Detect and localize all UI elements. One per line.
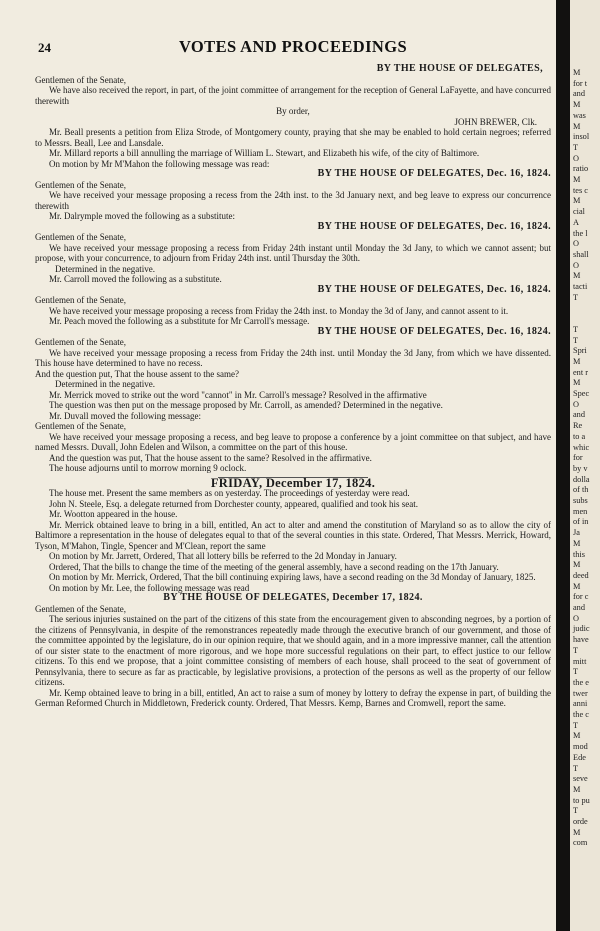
next-page-line: Ede [573, 752, 586, 762]
house-heading: BY THE HOUSE OF DELEGATES, Dec. 16, 1824. [317, 283, 551, 295]
next-page-line: to a [573, 431, 586, 441]
clerk-signature: JOHN BREWER, Clk. [454, 116, 537, 127]
next-page-line: shall [573, 249, 589, 259]
by-order: By order, [276, 106, 310, 116]
next-page-line: and [573, 410, 585, 420]
next-page-line: M [573, 356, 581, 366]
house-heading: BY THE HOUSE OF DELEGATES, Dec. 16, 1824. [317, 220, 551, 232]
next-page-line: M [573, 784, 581, 794]
next-page-line: Ja [573, 528, 580, 538]
next-page-line: O [573, 613, 579, 623]
next-page-line: M [573, 378, 581, 388]
paragraph: The house adjourns until to morrow morning 9 oclock. [49, 463, 247, 473]
next-page-line: T [573, 720, 579, 730]
next-page-line: M [573, 100, 581, 110]
house-heading: BY THE HOUSE OF DELEGATES, Dec. 16, 1824. [317, 325, 551, 337]
next-page-line: the c [573, 710, 589, 719]
next-page-line: of in [573, 517, 589, 527]
next-page-line: cial [573, 207, 585, 217]
next-page-line: ent r [573, 367, 588, 377]
paragraph: Determined in the negative. [55, 379, 155, 389]
paragraph: We have received your message proposing a recess from Friday 24th instant until Monday the 3d Jany, to which we cannot assent; but propose, with your concurrence, to adjourn from Friday 24th inst. until Thursday the 30th. [35, 242, 551, 263]
next-page-line: for c [573, 592, 589, 602]
next-page-line: T [573, 667, 579, 677]
salutation: Gentlemen of the Senate, [35, 421, 126, 431]
next-page-line: for t [573, 78, 588, 88]
paragraph: We have received your message proposing a recess from Friday the 24th inst. until Monday the 3d Jany, from which we have dissented. This house have determined to have no recess. [35, 347, 551, 368]
next-page-line: A [573, 217, 579, 227]
salutation: Gentlemen of the Senate, [35, 74, 126, 85]
paragraph: Mr. Merrick moved to strike out the word "cannot" in Mr. Carroll's message? Resolved in the affirmative [49, 389, 427, 400]
next-page-line: dolla [573, 474, 590, 484]
next-page-line: and [573, 89, 585, 99]
paragraph: Mr. Millard reports a bill annulling the marriage of William L. Stewart, and Elizabeth his wife, of the city of Baltimore. [49, 148, 480, 158]
page-gutter [556, 0, 570, 931]
next-page-line: Spec [573, 389, 590, 398]
house-heading: BY THE HOUSE OF DELEGATES, Dec. 16, 1824. [317, 168, 551, 179]
next-page-line: T [573, 645, 579, 655]
house-heading: BY THE HOUSE OF DELEGATES, December 17, 1824. [163, 592, 423, 603]
next-page-line: Spri [573, 346, 587, 356]
running-title: VOTES AND PROCEEDINGS [178, 37, 408, 56]
next-page-line: tes c [573, 185, 588, 195]
next-page-edge [570, 0, 600, 931]
next-page-line: twer [573, 688, 588, 698]
paragraph: Mr. Wootton appeared in the house. [49, 509, 178, 519]
paragraph: On motion by Mr. Merrick, Ordered, That the bill continuing expiring laws, have a second reading on the 3d Monday of January, 1825. [49, 572, 536, 582]
next-page-line: seve [573, 774, 588, 784]
paragraph: On motion by Mr M'Mahon the following message was read: [49, 158, 270, 169]
day-heading: FRIDAY, December 17, 1824. [210, 475, 376, 490]
next-page-line: com [573, 838, 588, 848]
next-page-line: T [573, 142, 579, 152]
paragraph: Determined in the negative. [55, 263, 155, 274]
next-page-line: Re [573, 421, 583, 431]
paragraph: Mr. Beall presents a petition from Eliza Strode, of Montgomery county, praying that she may be enabled to hold certain negroes; referred to Messrs. Beall, Lee and Lansdale. [35, 127, 551, 148]
next-page-line: M [573, 538, 581, 548]
paragraph: And the question was put, That the house assent to the same? Resolved in the affirmative. [49, 452, 372, 463]
salutation: Gentlemen of the Senate, [35, 232, 126, 242]
salutation: Gentlemen of the Senate, [35, 179, 126, 190]
next-page-line: was [573, 110, 586, 120]
next-page-line: T [573, 763, 579, 773]
salutation: Gentlemen of the Senate, [35, 295, 126, 305]
next-page-line: this [573, 549, 585, 559]
next-page-line: M [573, 560, 581, 570]
paragraph: Mr. Duvall moved the following message: [49, 410, 201, 421]
paragraph: John N. Steele, Esq. a delegate returned from Dorchester county, appeared, qualified and took his seat. [49, 498, 419, 509]
next-page-line: subs [573, 496, 588, 505]
next-page-line: whic [573, 442, 590, 452]
next-page-line: O [573, 153, 579, 163]
next-page-line: of th [573, 485, 589, 495]
next-page-line: O [573, 239, 579, 249]
paragraph: Mr. Dalrymple moved the following as a substitute: [49, 211, 235, 221]
next-page-line: M [573, 196, 581, 206]
next-page-line: mitt [573, 656, 587, 666]
paragraph: The question was then put on the message proposed by Mr. Carroll, as amended? Determined in the negative. [49, 400, 443, 410]
running-header [38, 36, 548, 56]
paragraph: Mr. Peach moved the following as a substitute for Mr Carroll's message. [49, 316, 310, 326]
next-page-line: M [573, 827, 581, 837]
next-page-line: insol [573, 132, 590, 142]
next-page-line: deed [573, 570, 589, 580]
next-page-line: have [573, 635, 589, 645]
page-body [35, 64, 551, 709]
paragraph: On motion by Mr. Jarrett, Ordered, That all lottery bills be referred to the 2d Monday in January. [49, 551, 397, 561]
paragraph: We have received your message proposing a recess from the 24th inst. to the 3d January next, and beg leave to express our concurrence therewith [35, 190, 551, 211]
next-page-line: and [573, 603, 585, 612]
next-page-line: M [573, 121, 581, 131]
next-page-line: the e [573, 677, 589, 687]
paragraph: Mr. Merrick obtained leave to bring in a bill, entitled, An act to alter and amend the constitution of Maryland so as to allow the city of Baltimore a representation in the house of delegates equal to that of the several counties in this state. Ordered, That Messrs. Merrick, Howard, Tyson, M'Mahon, Tingle, Spencer and M'Clean, report the same [35, 519, 551, 551]
next-page-line: M [573, 175, 581, 184]
next-page-line: mod [573, 742, 588, 752]
next-page-line: to pu [573, 795, 590, 805]
next-page-line: M [573, 731, 581, 741]
next-page-line: the l [573, 228, 588, 238]
next-page-line: men [573, 506, 588, 516]
next-page-line: M [573, 581, 581, 591]
paragraph: The house met. Present the same members as on yesterday. The proceedings of yesterday were read. [49, 488, 410, 498]
next-page-line: O [573, 260, 579, 270]
next-page-line: M [573, 68, 581, 77]
next-page-line: ratio [573, 164, 589, 174]
next-page-line: T [573, 806, 579, 816]
house-heading: BY THE HOUSE OF DELEGATES, [376, 63, 543, 74]
paragraph: We have received your message proposing a recess, and beg leave to propose a conference by a joint committee on that subject, and have named Messrs. Duvall, John Edelen and Wilson, a committee on the part of this house. [35, 431, 551, 452]
next-page-line: M [573, 271, 581, 281]
paragraph: Mr. Carroll moved the following as a substitute. [49, 274, 222, 284]
next-page-line: judic [573, 624, 590, 634]
next-page-line: for [573, 453, 583, 463]
page-number: 24 [38, 40, 51, 55]
next-page-line: anni [573, 699, 588, 709]
next-page-line: by v [573, 463, 588, 473]
next-page-line: T [573, 292, 579, 302]
next-page-line: O [573, 399, 579, 409]
next-page-line: tacti [573, 282, 588, 291]
paragraph: The serious injuries sustained on the part of the citizens of this state from the encouragement given to absconding negroes, by a portion of the citizens of Pennsylvania, in despite of the remonstrances repeatedly made through the executive branch of our government, and those of the committee appointed by the legislature, do in our opinion require, that we should again, and in a more impressive manner, call the attention of our sister state to the enactment of more rigorous, and we hope more successful regulations on their part, to effect justice to our fellow citizens. To this end we propose, that a joint committee consisting of members of each house, shall proceed to the seat of government of Pennsylvania, there to secure as far as practicable, by legislative provisions, a protection of the persons as well as the property of our fellow citizens. [35, 614, 551, 687]
next-page-line: orde [573, 817, 588, 826]
next-page-line: T [573, 335, 579, 345]
salutation: Gentlemen of the Senate, [35, 337, 126, 347]
paragraph: On motion by Mr. Lee, the following message was read [49, 582, 250, 593]
paragraph: We have also received the report, in part, of the joint committee of arrangement for the reception of General LaFayette, and have concurred therewith [35, 85, 551, 106]
salutation: Gentlemen of the Senate, [35, 603, 126, 614]
paragraph: We have received your message proposing a recess from Friday the 24th inst. to Monday the 3d of Jany, and cannot assent to it. [49, 305, 509, 316]
paragraph: And the question put, That the house assent to the same? [35, 368, 240, 379]
next-page-line: T [573, 324, 579, 334]
paragraph: Mr. Kemp obtained leave to bring in a bill, entitled, An act to raise a sum of money by lottery to defray the expense in part, of building the German Reformed Church in Middletown, Frederick county. Ordered, That Messrs. Kemp, Barnes and Cromwell, report the same. [35, 687, 551, 708]
paragraph: Ordered, That the bills to change the time of the meeting of the general assembly, have a second reading on the 17th January. [49, 561, 499, 572]
